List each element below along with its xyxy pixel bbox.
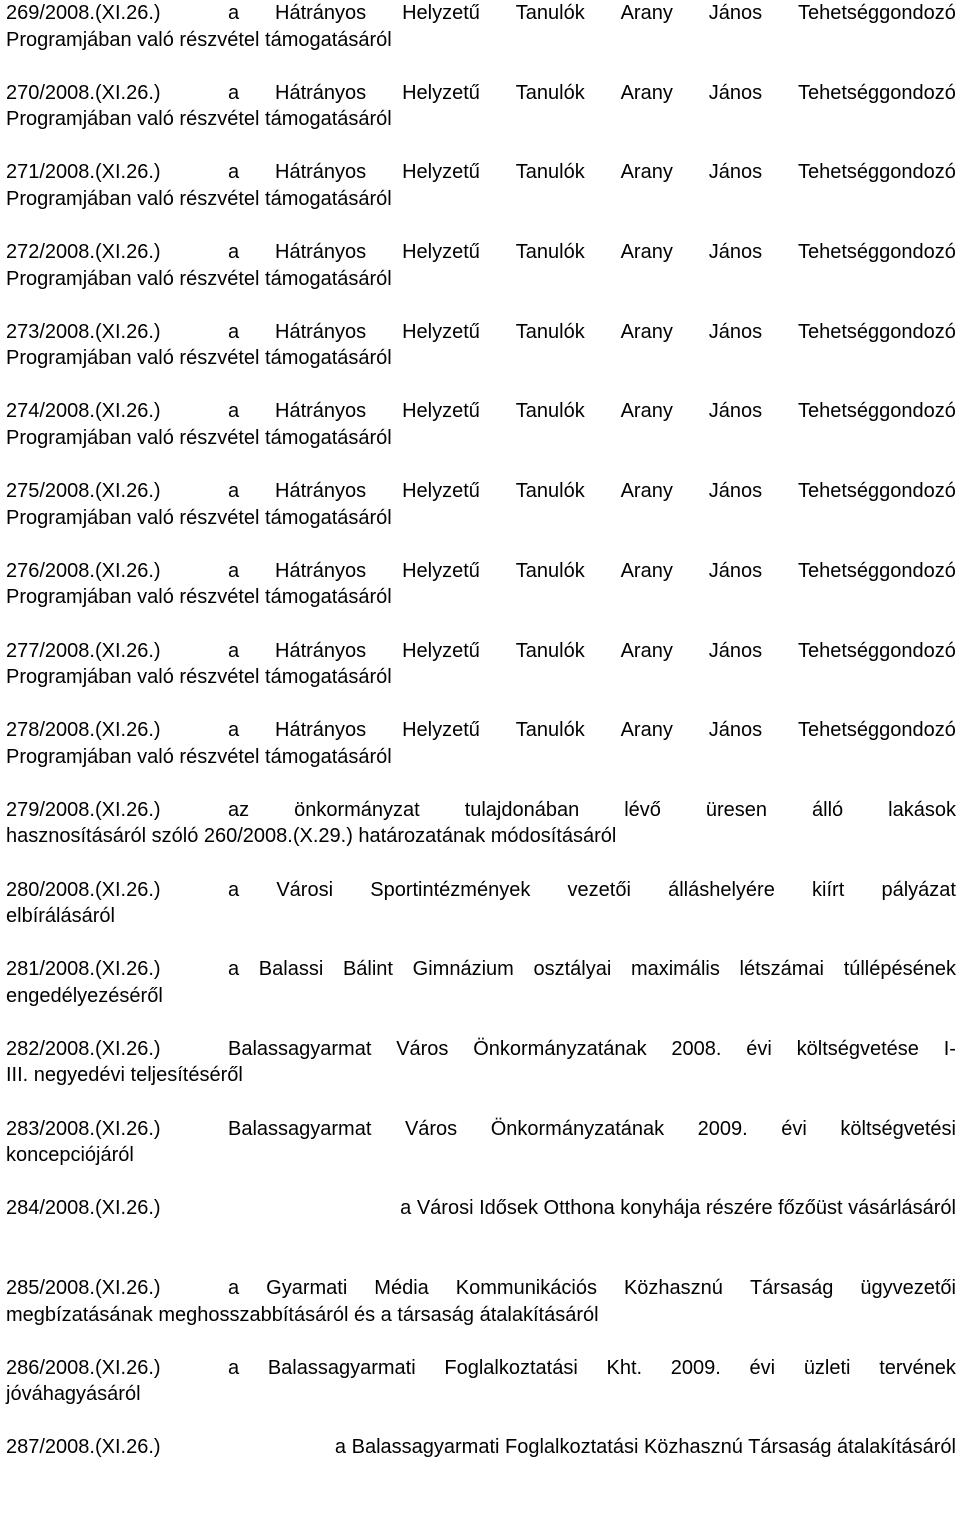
title-word: Tanulók	[515, 241, 585, 264]
title-word: Kht.	[606, 1356, 643, 1379]
title-word: János	[708, 320, 763, 343]
title-word: a	[228, 1277, 240, 1299]
resolution-number: 283/2008.(XI.26.)	[6, 1117, 161, 1140]
title-word: Tehetséggondozó	[798, 161, 956, 184]
title-word: a	[228, 400, 240, 423]
title-word: önkormányzat	[294, 798, 420, 821]
resolution-number: 286/2008.(XI.26.)	[6, 1356, 161, 1379]
resolution-first-line	[6, 1355, 956, 1382]
title-word: Balassagyarmati	[267, 1356, 416, 1379]
resolution-title-start	[228, 717, 956, 744]
resolution-title-continuation: Programjában való részvétel támogatásáról	[6, 28, 392, 51]
resolution-first-line	[6, 80, 956, 107]
resolution-number: 269/2008.(XI.26.)	[6, 2, 161, 24]
title-word: I-	[943, 1037, 956, 1060]
resolution-number: 282/2008.(XI.26.)	[6, 1037, 161, 1060]
title-word: Gimnázium	[412, 958, 514, 981]
resolution-title-continuation: Programjában való részvétel támogatásáról	[6, 506, 392, 529]
resolution-title-continuation: Programjában való részvétel támogatásáról	[6, 347, 392, 370]
title-word: Közhasznú	[623, 1277, 723, 1299]
title-word: Tehetséggondozó	[798, 559, 956, 582]
title-word: a	[228, 480, 240, 503]
title-word: Hátrányos	[275, 2, 367, 24]
resolution-entry	[6, 797, 956, 877]
title-word: János	[708, 480, 763, 503]
resolution-first-line	[6, 1036, 956, 1063]
resolution-entry	[6, 319, 956, 399]
title-word: Önkormányzatának	[490, 1117, 665, 1140]
resolution-number: 276/2008.(XI.26.)	[6, 559, 161, 582]
title-word: maximális	[630, 958, 720, 981]
resolution-entry	[6, 877, 956, 957]
title-word: Hátrányos	[275, 320, 367, 343]
resolution-title-continuation: Programjában való részvétel támogatásáról	[6, 187, 392, 210]
title-word: Gyarmati	[266, 1277, 348, 1299]
resolution-first-line	[6, 159, 956, 186]
title-word: 2009.	[697, 1117, 748, 1140]
title-word: a	[228, 559, 240, 582]
title-word: 2009.	[670, 1356, 721, 1379]
title-word: álláshelyére	[668, 878, 775, 901]
title-word: János	[708, 161, 763, 184]
resolution-number: 281/2008.(XI.26.)	[6, 958, 161, 981]
title-word: évi	[746, 1037, 772, 1060]
title-word: kiírt	[812, 878, 845, 901]
title-word: tervének	[879, 1356, 956, 1379]
title-word: János	[708, 241, 763, 264]
resolution-title-start	[228, 638, 956, 665]
resolution-number: 275/2008.(XI.26.)	[6, 480, 161, 503]
title-word: álló	[812, 798, 844, 821]
resolution-entry	[6, 0, 956, 80]
resolution-title-start	[228, 558, 956, 585]
title-word: üzleti	[803, 1356, 851, 1379]
title-word: Tanulók	[515, 320, 585, 343]
title-word: Tehetséggondozó	[798, 241, 956, 264]
resolution-title-start	[228, 239, 956, 266]
resolution-title-continuation: Programjában való részvétel támogatásáról	[6, 666, 392, 688]
title-word: Balassagyarmat	[228, 1037, 372, 1060]
resolution-first-line	[6, 877, 956, 904]
title-word: Arany	[620, 480, 673, 503]
title-word: Helyzetű	[402, 161, 480, 184]
title-word: Foglalkoztatási	[444, 1356, 578, 1379]
title-word: pályázat	[881, 878, 956, 901]
resolution-title-continuation: Programjában való részvétel támogatásáról	[6, 586, 392, 609]
title-word: a Városi Idősek Otthona konyhája részére főzőüst vásárlásáról	[400, 1197, 956, 1220]
title-word: Balassi	[258, 958, 324, 981]
title-word: Tehetséggondozó	[798, 81, 956, 104]
title-word: Kommunikációs	[455, 1277, 597, 1299]
resolution-entry	[6, 558, 956, 638]
title-word: a	[228, 878, 240, 901]
resolution-first-line	[6, 478, 956, 505]
resolution-number: 285/2008.(XI.26.)	[6, 1277, 161, 1299]
title-word: túllépésének	[843, 958, 956, 981]
resolution-title-continuation: Programjában való részvétel támogatásáról	[6, 426, 392, 449]
resolution-title-continuation: elbírálásáról	[6, 905, 115, 928]
title-word: Tanulók	[515, 480, 585, 503]
title-word: Arany	[620, 161, 673, 184]
title-word: Arany	[620, 320, 673, 343]
resolution-first-line	[6, 398, 956, 425]
resolution-number: 279/2008.(XI.26.)	[6, 798, 161, 821]
title-word: a	[228, 639, 240, 662]
resolution-first-line	[6, 0, 956, 27]
resolution-entry	[6, 80, 956, 160]
resolution-first-line	[6, 1275, 956, 1302]
title-word: vezetői	[567, 878, 631, 901]
resolution-first-line	[6, 956, 956, 983]
title-word: Tanulók	[515, 2, 585, 24]
title-word: Hátrányos	[275, 161, 367, 184]
title-word: Város	[396, 1037, 449, 1060]
resolution-entry	[6, 1355, 956, 1435]
title-word: Arany	[620, 400, 673, 423]
resolution-number: 284/2008.(XI.26.)	[6, 1197, 161, 1220]
title-word: osztályai	[533, 958, 612, 981]
resolution-title-continuation: Programjában való részvétel támogatásáról	[6, 267, 392, 290]
resolution-title-start	[335, 1434, 956, 1461]
title-word: az	[228, 798, 250, 821]
title-word: János	[708, 400, 763, 423]
title-word: János	[708, 639, 763, 662]
title-word: a	[228, 241, 240, 264]
title-word: Helyzetű	[402, 2, 480, 24]
resolution-first-line	[6, 638, 956, 665]
resolution-first-line	[6, 1116, 956, 1143]
title-word: Hátrányos	[275, 719, 367, 742]
resolution-entry	[6, 239, 956, 319]
resolution-title-continuation: megbízatásának meghosszabbításáról és a társaság átalakításáról	[6, 1303, 599, 1326]
resolution-first-line	[6, 797, 956, 824]
title-word: Arany	[620, 241, 673, 264]
title-word: évi	[749, 1356, 776, 1379]
resolution-title-continuation: Programjában való részvétel támogatásáról	[6, 745, 392, 768]
resolution-first-line	[6, 319, 956, 346]
resolution-title-start	[400, 1195, 956, 1222]
resolution-first-line	[6, 1434, 956, 1461]
resolution-entry	[6, 398, 956, 478]
resolution-number: 287/2008.(XI.26.)	[6, 1436, 161, 1459]
title-word: Hátrányos	[275, 241, 367, 264]
resolution-title-start	[228, 80, 956, 107]
title-word: Helyzetű	[402, 480, 480, 503]
resolution-number: 274/2008.(XI.26.)	[6, 400, 161, 423]
resolution-title-start	[228, 1275, 956, 1302]
resolution-title-start	[228, 797, 956, 824]
title-word: Arany	[620, 2, 673, 24]
title-word: Arany	[620, 81, 673, 104]
resolution-first-line	[6, 717, 956, 744]
title-word: Tanulók	[515, 559, 585, 582]
title-word: Arany	[620, 559, 673, 582]
title-word: költségvetési	[840, 1117, 956, 1140]
resolution-title-continuation: Programjában való részvétel támogatásáról	[6, 108, 392, 131]
title-word: a	[228, 1356, 240, 1379]
title-word: Helyzetű	[402, 241, 480, 264]
title-word: ügyvezetői	[860, 1277, 956, 1299]
title-word: János	[708, 719, 763, 742]
resolution-title-start	[228, 319, 956, 346]
title-word: Arany	[620, 639, 673, 662]
resolution-number: 280/2008.(XI.26.)	[6, 878, 161, 901]
title-word: Tehetséggondozó	[798, 320, 956, 343]
resolution-first-line	[6, 239, 956, 266]
resolution-title-start	[228, 398, 956, 425]
resolution-number: 277/2008.(XI.26.)	[6, 639, 161, 662]
resolution-title-continuation: koncepciójáról	[6, 1144, 134, 1167]
title-word: lakások	[888, 798, 956, 821]
title-word: János	[708, 81, 763, 104]
title-word: Helyzetű	[402, 639, 480, 662]
resolution-number: 271/2008.(XI.26.)	[6, 161, 161, 184]
title-word: Tanulók	[515, 400, 585, 423]
title-word: Hátrányos	[275, 480, 367, 503]
resolution-number: 278/2008.(XI.26.)	[6, 719, 161, 742]
resolution-title-continuation: hasznosításáról szóló 260/2008.(X.29.) határozatának módosításáról	[6, 825, 617, 848]
title-word: Tehetséggondozó	[798, 2, 956, 24]
resolution-entry	[6, 956, 956, 1036]
title-word: a Balassagyarmati Foglalkoztatási Közhasznú Társaság átalakításáról	[334, 1436, 956, 1459]
resolution-entry	[6, 1116, 956, 1196]
title-word: a	[228, 719, 240, 742]
title-word: János	[708, 2, 763, 24]
title-word: a	[228, 320, 240, 343]
title-word: a	[228, 81, 240, 104]
resolution-title-start	[228, 1116, 956, 1143]
title-word: Tehetséggondozó	[798, 639, 956, 662]
title-word: Hátrányos	[275, 639, 367, 662]
title-word: Sportintézmények	[370, 878, 531, 901]
title-word: Tanulók	[515, 161, 585, 184]
title-word: Hátrányos	[275, 559, 367, 582]
title-word: Tehetséggondozó	[798, 719, 956, 742]
resolution-entry	[6, 1275, 956, 1355]
title-word: Bálint	[342, 958, 393, 981]
resolution-title-start	[228, 1036, 956, 1063]
resolution-title-continuation: jóváhagyásáról	[6, 1383, 141, 1406]
title-word: Tehetséggondozó	[798, 480, 956, 503]
title-word: Helyzetű	[402, 400, 480, 423]
resolution-title-continuation: III. negyedévi teljesítéséről	[6, 1064, 243, 1087]
title-word: Tehetséggondozó	[798, 400, 956, 423]
title-word: évi	[781, 1117, 807, 1140]
title-word: 2008.	[671, 1037, 722, 1060]
resolution-entry	[6, 159, 956, 239]
title-word: Helyzetű	[402, 81, 480, 104]
resolution-title-start	[228, 956, 956, 983]
title-word: üresen	[705, 798, 768, 821]
resolution-first-line	[6, 1195, 956, 1222]
title-word: a	[228, 958, 240, 981]
resolution-entry	[6, 717, 956, 797]
title-word: Önkormányzatának	[473, 1037, 647, 1060]
title-word: Tanulók	[515, 719, 585, 742]
title-word: Tanulók	[515, 81, 585, 104]
title-word: Helyzetű	[402, 559, 480, 582]
title-word: Helyzetű	[402, 320, 480, 343]
resolution-entry	[6, 638, 956, 718]
document-body	[6, 0, 956, 1514]
title-word: Tanulók	[515, 639, 585, 662]
resolution-number: 270/2008.(XI.26.)	[6, 81, 161, 104]
title-word: Arany	[620, 719, 673, 742]
title-word: költségvetése	[796, 1037, 919, 1060]
resolution-number: 273/2008.(XI.26.)	[6, 320, 161, 343]
resolution-title-continuation: engedélyezéséről	[6, 984, 163, 1007]
title-word: Társaság	[749, 1277, 834, 1299]
resolution-title-start	[228, 1355, 956, 1382]
resolution-title-start	[228, 0, 956, 27]
resolution-first-line	[6, 558, 956, 585]
title-word: tulajdonában	[464, 798, 580, 821]
title-word: Hátrányos	[275, 81, 367, 104]
title-word: létszámai	[739, 958, 825, 981]
title-word: Média	[374, 1277, 429, 1299]
resolution-entry	[6, 1434, 956, 1514]
resolution-entry	[6, 1036, 956, 1116]
title-word: Balassagyarmat	[228, 1117, 372, 1140]
title-word: Város	[404, 1117, 458, 1140]
resolution-entry	[6, 1195, 956, 1275]
title-word: lévő	[624, 798, 661, 821]
title-word: Helyzetű	[402, 719, 480, 742]
title-word: Hátrányos	[275, 400, 367, 423]
resolution-title-start	[228, 478, 956, 505]
resolution-number: 272/2008.(XI.26.)	[6, 241, 161, 264]
resolution-title-start	[228, 877, 956, 904]
resolution-title-start	[228, 159, 956, 186]
title-word: a	[228, 161, 240, 184]
title-word: János	[708, 559, 763, 582]
title-word: Városi	[276, 878, 334, 901]
resolution-entry	[6, 478, 956, 558]
title-word: a	[228, 2, 240, 24]
